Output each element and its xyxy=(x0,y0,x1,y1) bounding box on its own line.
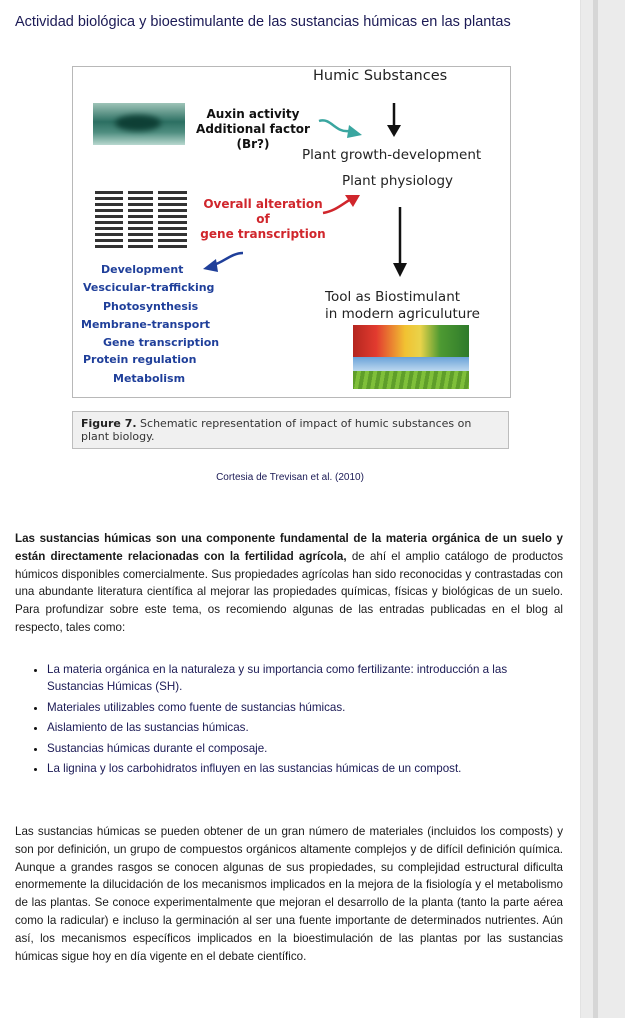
process-gene-transcription: Gene transcription xyxy=(103,336,220,349)
caption-text: Schematic representation of impact of humic substances on plant biology. xyxy=(81,417,472,443)
article-title: Actividad biológica y bioestimulante de las sustancias húmicas en las plantas xyxy=(15,14,511,30)
intro-bold: Las sustancias húmicas son una componente fundamental de la materia orgánica de un suelo y están directamente relacionadas con la fertilidad agrícola, xyxy=(15,532,563,563)
process-development: Development xyxy=(101,263,184,276)
tool-line-1: Tool as Biostimulant xyxy=(325,289,461,305)
scrollbar[interactable] xyxy=(593,0,598,1018)
biostimulant-label xyxy=(325,289,480,323)
related-link[interactable]: • Sustancias húmicas durante el composaje. xyxy=(47,740,567,757)
gene-line-3: gene transcription xyxy=(200,227,326,241)
growth-label: Plant growth-development xyxy=(302,147,482,163)
auxin-line-1: Auxin activity xyxy=(206,107,300,121)
image-credit: Cortesia de Trevisan et al. (2010) xyxy=(216,472,364,483)
gel-bands-image xyxy=(95,191,187,249)
vegetables-photo xyxy=(353,325,469,357)
figure-heading: Humic Substances xyxy=(313,68,448,84)
caption-label: Figure 7. xyxy=(81,417,137,430)
field-photo xyxy=(353,371,469,389)
process-vesicular: Vescicular-trafficking xyxy=(83,281,215,294)
figure-caption xyxy=(72,411,509,449)
process-photosynthesis: Photosynthesis xyxy=(103,300,199,313)
related-link[interactable]: • Materiales utilizables como fuente de sustancias húmicas. xyxy=(47,699,567,716)
physiology-label: Plant physiology xyxy=(342,173,454,189)
agriculture-photo xyxy=(353,325,469,389)
gene-line-2: of xyxy=(256,212,270,226)
tool-line-2: in modern agriculuture xyxy=(325,306,480,322)
intro-paragraph xyxy=(15,530,563,637)
gene-line-1: Overall alteration xyxy=(203,197,323,211)
gene-alteration-label xyxy=(193,197,333,242)
sky-photo xyxy=(353,357,469,371)
related-links-list xyxy=(30,661,567,781)
intro-rest: de ahí el amplio catálogo de productos húmicos disponibles comercialmente. Sus propiedades agrícolas han sido reconocidas y contrastadas con una abundante literatura científica al mejorar las propiedades químicas, físicas y biológicas de un suelo. Para profundizar sobre este tema, os recomiendo algunas de las entradas publicadas en el blog al respecto, tales como: xyxy=(15,549,563,634)
auxin-label xyxy=(195,107,311,152)
auxin-line-2: Additional factor xyxy=(196,122,310,136)
related-link[interactable]: • La materia orgánica en la naturaleza y su importancia como fertilizante: introducción a las Sustancias Húmicas (SH). xyxy=(47,661,567,695)
humic-substances-figure xyxy=(72,66,511,398)
process-metabolism: Metabolism xyxy=(113,372,186,385)
related-link[interactable]: • Aislamiento de las sustancias húmicas. xyxy=(47,719,567,736)
related-link[interactable]: • La lignina y los carbohidratos influyen en las sustancias húmicas de un compost. xyxy=(47,760,567,777)
auxin-line-3: (Br?) xyxy=(236,137,270,151)
process-protein: Protein regulation xyxy=(83,353,197,366)
body-paragraph: Las sustancias húmicas se pueden obtener de un gran número de materiales (incluidos los composts) y son por definición, un grupo de compuestos orgánicos altamente complejos y de difícil definición química. Aunque a grandes rasgos se conocen algunas de sus propiedades, su complejidad estructural dificulta enormemente la dilucidación de los mecanismos implicados en la mejora de la fisiología y el metabolismo de las plantas. Se conoce experimentalmente que mejoran el desarrollo de la planta (tanto la parte aérea como la radicular) e incluso la germinación al ser una fuente importante de determinados nutrientes. Aún así, los mecanismos específicos implicados en la bioestimulación de las plantas por las sustancias húmicas sigue hoy en día vigente en el debate científico. xyxy=(15,825,563,963)
western-blot-image xyxy=(93,103,185,145)
process-membrane: Membrane-transport xyxy=(81,318,211,331)
